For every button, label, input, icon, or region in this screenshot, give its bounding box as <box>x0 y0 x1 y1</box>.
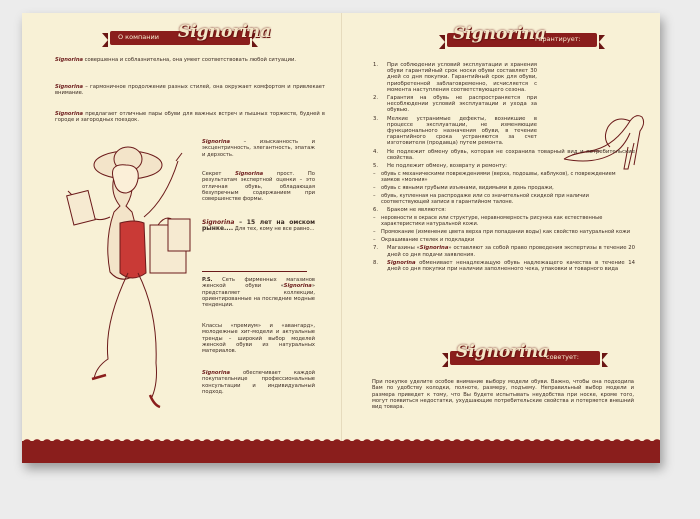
brochure-sheet <box>22 13 660 463</box>
guarantee-banner-label: гарантирует: <box>535 35 581 43</box>
guarantee-item: 8. Signorina обменивает ненадлежащую обувь надлежащего качества в течение 14 дней со дня покупки при наличии заполненного чека, упаковки и товарного вида <box>373 259 635 273</box>
advice-banner: Signorina советует: <box>450 348 600 364</box>
advice-text: При покупке уделите особое внимание выбору модели обуви. Важно, чтобы она подходила Вам по удобству колодки, полноте, размеру, подъему. Неправильный выбор модели и размера приведет к тому, что Вы будете испытывать неудобства при носке, кроме того, могут появиться недостатки, ухудшающие потребительские свойства и потеряется внешний вид товара. <box>372 379 634 411</box>
about-paragraph-2: Signorina – гармоничное продолжение разных стилей, она окружает комфортом и привлекает внимание. <box>55 84 325 97</box>
advice-banner-label: советует: <box>546 353 579 361</box>
about-right-3: Signorina – 15 лет на омском рынке.... Для тех, кому не все равно... <box>202 219 315 233</box>
about-banner-label: О компании <box>118 33 159 41</box>
about-right-2: Секрет Signorina прост. По результатам экспертной оценки – это отличная обувь, обладающая безупречным содержанием при совершенстве формы. <box>202 171 315 203</box>
about-classes: Классы «премиум» и «авангард», молодежные хит-модели и актуальные тренды – широкий выбор моделей женской обуви из натуральных материалов. <box>202 323 315 355</box>
guarantee-item: 7. Магазины «Signorina» оставляют за собой право проведения экспертизы в течение 20 дней со дня подачи заявления. <box>373 245 635 258</box>
about-right-1: Signorina – изысканность и эксцентричность, элегантность, эпатаж и дерзость. <box>202 139 315 158</box>
guarantee-item: 1. При соблюдении условий эксплуатации и хранения обуви гарантийный срок носки обуви составляет 30 дней со дня покупки. Гарантийный срок для обуви, приобретенной заблаговременно, исчисляется с момента наступления соответствующего сезона. <box>373 62 537 93</box>
guarantee-banner: Signorina гарантирует: <box>447 30 597 46</box>
guarantee-subitem: – обувь с явными грубыми изъянами, видимыми в день продажи, <box>373 185 635 191</box>
about-banner <box>110 22 272 44</box>
guarantee-subitem: – неровности в окрасе или структуре, неравномерность рисунка как естественные характеристики натуральной кожи. <box>373 215 635 227</box>
footer-band <box>22 441 660 463</box>
guarantee-item: 4. Не подлежит обмену обувь, которая не сохранила товарный вид и потребительские свойства. <box>373 148 635 161</box>
guarantee-subitem: – обувь с механическими повреждениями (верха, подошвы, каблуков), с повреждением замков «молния» <box>373 171 635 183</box>
guarantee-item: 2. Гарантия на обувь не распространяется при несоблюдении условий эксплуатации и ухода за обувью. <box>373 95 537 114</box>
fold-line <box>341 13 342 463</box>
brand-logo: Signorina <box>178 22 272 42</box>
about-paragraph-1: Signorina совершенна и соблазнительна, она умеет соответствовать любой ситуации. <box>55 57 296 63</box>
guarantee-item: 3. Мелкие устранимые дефекты, возникшие в процессе эксплуатации, не изменяющие функционального назначения обуви, в течение гарантийного срока устраняются за счет изготовителя (продавца) путем ремонта. <box>373 115 537 147</box>
about-divider <box>202 271 307 272</box>
guarantee-subitem: – Окрашивание стелек и подкладки <box>373 237 635 243</box>
about-consult: Signorina обеспечивает каждой покупательнице профессиональные консультации и индивидуальный подход. <box>202 370 315 395</box>
guarantee-list <box>373 62 635 274</box>
guarantee-item: 6. Браком не являются: <box>373 207 447 214</box>
guarantee-subitem: – обувь, купленная на распродаже или со значительной скидкой при наличии соответствующей записи в гарантийном талоне. <box>373 193 635 205</box>
about-paragraph-3: Signorina предлагает отличные пары обуви для важных встреч и пышных торжеств, будней в городе и загородных поездок. <box>55 111 325 124</box>
about-ps: P.S. Сеть фирменных магазинов женской обуви «Signorina» представляет коллекции, ориентированные на последние модные тенденции. <box>202 277 315 309</box>
woman-illustration <box>50 133 210 418</box>
guarantee-subitem: – Промокание (изменение цвета верха при попадании воды) как свойство натуральной кожи <box>373 229 635 235</box>
guarantee-item: 5. Не подлежит обмену, возврату и ремонту: <box>373 163 507 170</box>
